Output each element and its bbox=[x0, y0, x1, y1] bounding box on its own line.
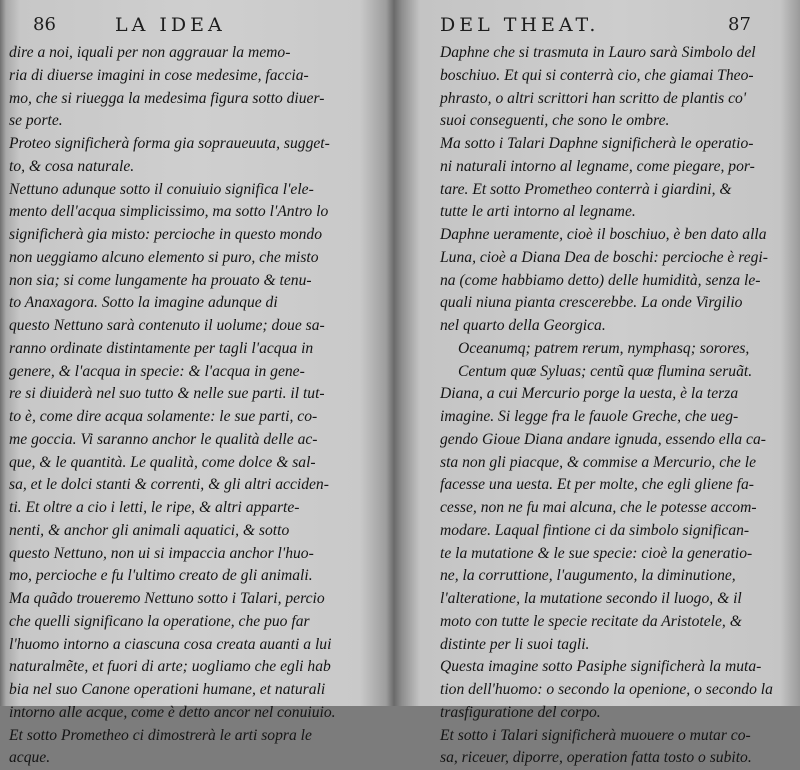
page-number: 86 bbox=[33, 14, 56, 35]
text-line: cesse, non ne fu mai alcuna, che le potesse accom- bbox=[440, 499, 757, 516]
text-line: nenti, & anchor gli animali aquatici, & sotto bbox=[9, 521, 290, 539]
text-line: to è, come dire acqua solamente: le sue parti, co- bbox=[9, 408, 318, 425]
text-line: questo Nettuno sarà contenuto il uolume; doue sa- bbox=[9, 317, 325, 334]
right-page bbox=[398, 0, 800, 767]
text-line: ria di diuerse imagini in cose medesime, faccia- bbox=[9, 66, 309, 84]
text-line: Et sotto Prometheo ci dimostrerà le arti sopra le bbox=[9, 726, 312, 744]
text-line: Ma sotto i Talari Daphne significherà le operatio- bbox=[440, 135, 754, 152]
left-page bbox=[0, 0, 390, 767]
text-line: Et sotto i Talari significherà muouere o mutar co- bbox=[440, 726, 751, 744]
text-line: Nettuno adunque sotto il conuiuio significa l'ele- bbox=[9, 180, 314, 198]
text-line: mento dell'acqua simplicissimo, ma sotto l'Antro lo bbox=[9, 203, 329, 221]
text-line: to Anaxagora. Sotto la imagine adunque di bbox=[9, 294, 278, 312]
text-line: sa, et le dolci stanti & correnti, & gli altri acciden- bbox=[9, 476, 329, 494]
text-line: tion dell'huomo: o secondo la openione, o secondo la bbox=[440, 681, 773, 698]
text-line: trasfiguratione del corpo. bbox=[440, 703, 601, 721]
text-line: que, & le quantità. Le qualità, come dolce & sal- bbox=[9, 453, 316, 471]
text-line: quali niuna pianta crescerebbe. La onde Virgilio bbox=[440, 294, 743, 312]
text-line: Luna, cioè a Diana Dea de boschi: percioche è regi- bbox=[440, 248, 768, 266]
running-head: LA IDEA bbox=[115, 14, 226, 36]
text-line: Questa imagine sotto Pasiphe significherà la muta- bbox=[440, 658, 762, 676]
verse-line: Centum quæ Syluas; centũ quæ flumina seruãt. bbox=[458, 362, 753, 380]
text-line: ranno ordinate distintamente per tagli l'acqua in bbox=[9, 339, 314, 357]
text-line: acque. bbox=[9, 749, 51, 767]
text-line: nel quarto della Georgica. bbox=[440, 317, 606, 334]
text-line: tutte le arti intorno al legname. bbox=[440, 203, 636, 221]
text-line: Daphne che si trasmuta in Lauro sarà Simbolo del bbox=[440, 44, 756, 61]
text-line: intorno alle acque, come è detto ancor nel conuiuio. bbox=[9, 703, 336, 721]
text-line: distinte per li suoi tagli. bbox=[440, 635, 590, 653]
text-line: naturalmẽte, et fuori di arte; uogliamo che egli hab bbox=[9, 658, 331, 676]
text-line: Daphne ueramente, cioè il boschiuo, è ben dato alla bbox=[440, 226, 767, 243]
text-line: me goccia. Vi saranno anchor le qualità delle ac- bbox=[9, 430, 318, 448]
text-line: boschiuo. Et qui si conterrà cio, che giamai Theo- bbox=[440, 66, 754, 84]
text-line: mo, che si riuegga la medesima figura sotto diuer- bbox=[9, 89, 325, 107]
text-line: te la mutatione & le sue specie: cioè la generatio- bbox=[440, 544, 753, 562]
text-line: modare. Laqual fintione ci da simbolo significan- bbox=[440, 521, 750, 539]
text-line: Proteo significherà forma gia sopraueuuta, sugget- bbox=[9, 135, 330, 152]
text-line: dire a noi, iquali per non aggrauar la memo- bbox=[9, 44, 291, 61]
running-head: DEL THEAT. bbox=[440, 14, 600, 36]
text-line: re si diuiderà nel suo tutto & nelle sue parti. il tut- bbox=[9, 385, 325, 403]
text-line: ti. Et oltre a cio i letti, le ripe, & altri apparte- bbox=[9, 499, 300, 516]
page-text bbox=[9, 42, 381, 770]
text-line: significherà gia misto: percioche in questo mondo bbox=[9, 226, 322, 243]
verse-line: Oceanumq; patrem rerum, nymphasq; sorores, bbox=[458, 339, 750, 357]
text-line: questo Nettuno, non ui si impaccia anchor l'huo- bbox=[9, 544, 314, 562]
text-line: bia nel suo Canone operationi humane, et naturali bbox=[9, 681, 326, 698]
text-line: genere, & l'acqua in specie: & l'acqua in gene- bbox=[9, 362, 305, 380]
text-line: imagine. Si legge fra le fauole Greche, che ueg- bbox=[440, 408, 739, 425]
text-line: tare. Et sotto Prometheo conterrà i giardini, & bbox=[440, 180, 732, 198]
text-line: non sia; si come lungamente ha prouato & tenu- bbox=[9, 271, 312, 289]
text-line: phrasto, o altri scrittori han scritto de plantis co' bbox=[440, 89, 747, 107]
text-line: Diana, a cui Mercurio porge la uesta, è la terza bbox=[440, 385, 739, 403]
text-line: moto con tutte le specie recitate da Aristotele, & bbox=[440, 612, 742, 630]
text-line: sta non gli piacque, & commise a Mercurio, che le bbox=[440, 453, 756, 471]
text-line: facesse una uesta. Et per molte, che egli gliene fa- bbox=[440, 476, 754, 494]
text-line: mo, percioche e fu l'ultimo creato de gli animali. bbox=[9, 567, 313, 585]
text-line: sa, riceuer, diporre, operation fatta tosto o subito. bbox=[440, 749, 752, 767]
text-line: na (come habbiamo detto) delle humidità, senza le- bbox=[440, 271, 761, 289]
page-number: 87 bbox=[728, 14, 751, 35]
text-line: to, & cosa naturale. bbox=[9, 157, 135, 175]
text-line: che quelli significano la operatione, che puo far bbox=[9, 612, 310, 630]
text-line: gendo Gioue Diana andare ignuda, essendo ella ca- bbox=[440, 430, 766, 448]
text-line: Ma quãdo troueremo Nettuno sotto i Talari, percio bbox=[9, 590, 325, 607]
text-line: l'alteratione, la mutatione secondo il luogo, & il bbox=[440, 590, 742, 607]
text-line: ni naturali intorno al legname, come piegare, por- bbox=[440, 157, 755, 175]
text-line: non ueggiamo alcuno elemento si puro, che misto bbox=[9, 248, 319, 266]
text-line: se porte. bbox=[9, 112, 63, 130]
page-text bbox=[440, 42, 785, 770]
text-line: ne, la corruttione, l'augumento, la diminutione, bbox=[440, 567, 736, 585]
text-line: l'huomo intorno a ciascuna cosa creata auanti a lui bbox=[9, 635, 332, 653]
text-line: suoi conseguenti, che sono le ombre. bbox=[440, 112, 670, 130]
